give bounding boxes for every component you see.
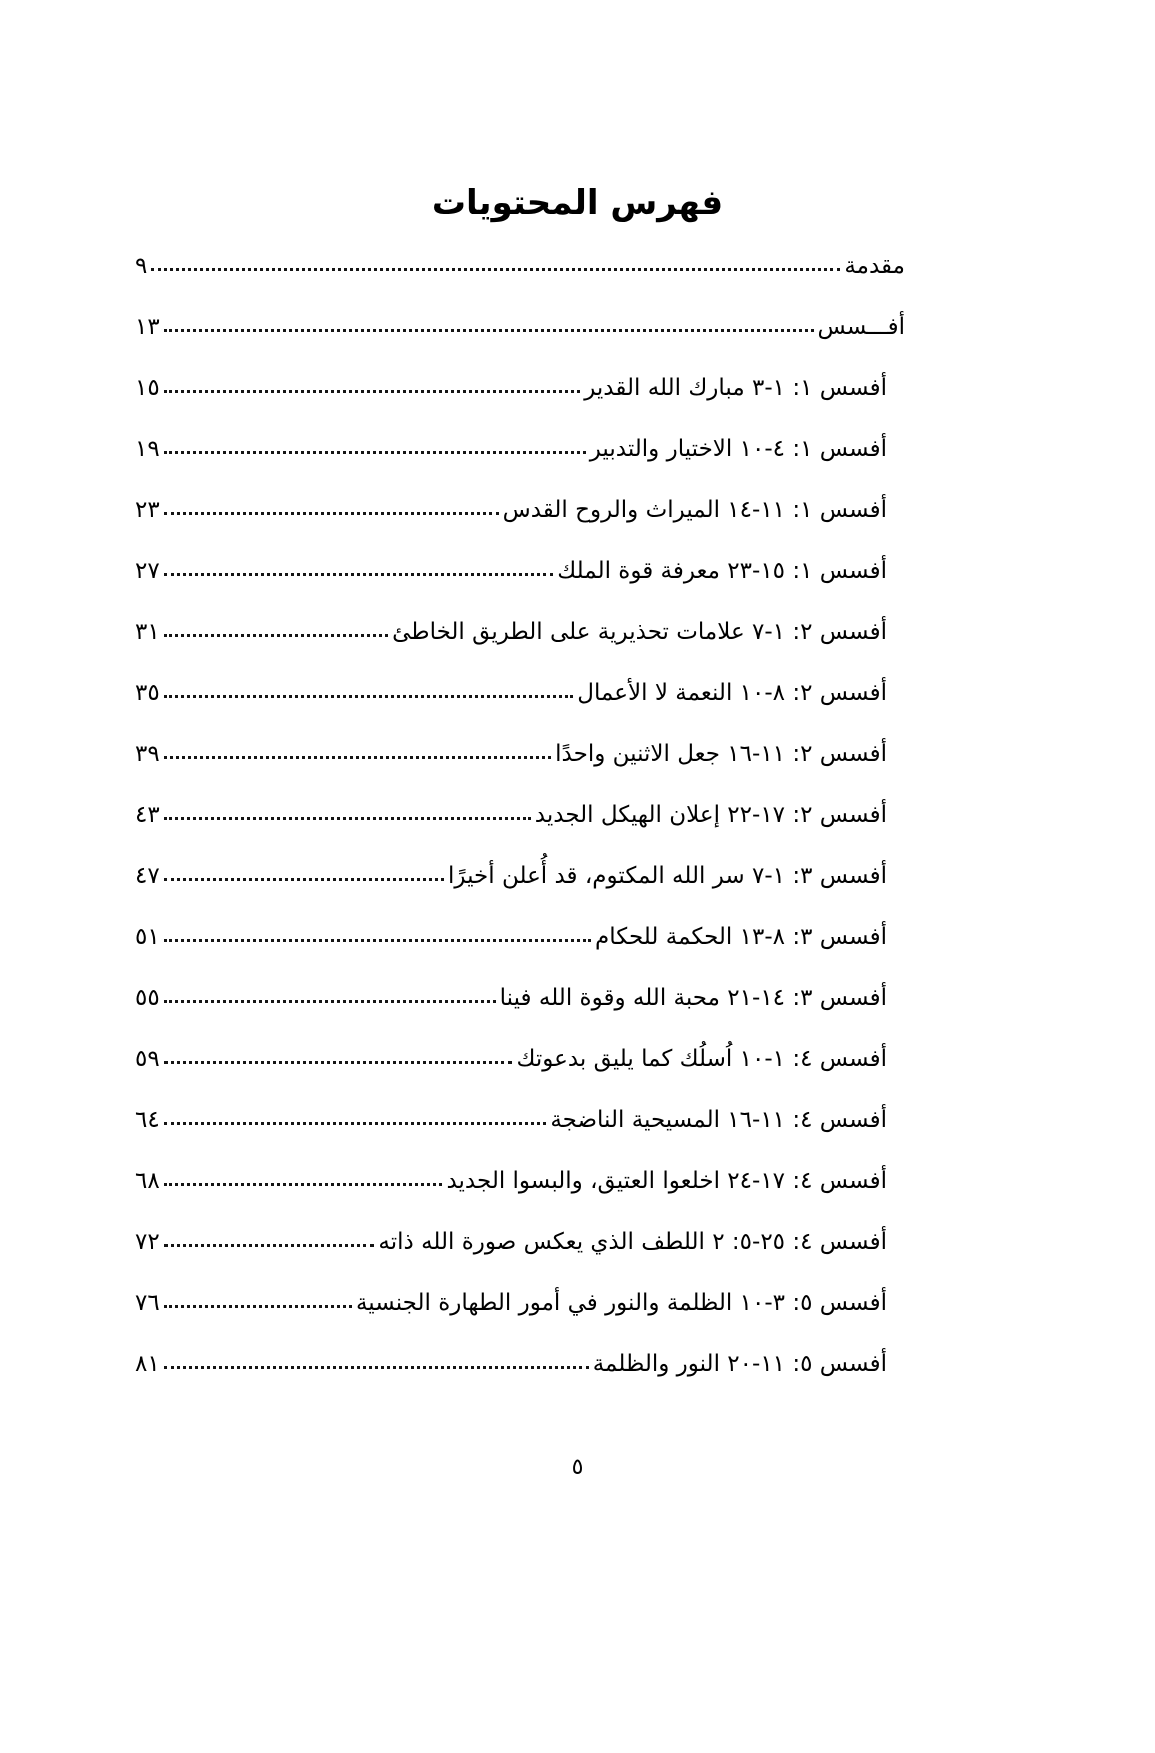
toc-leader-dots — [164, 1366, 589, 1369]
toc-leader-dots — [164, 1244, 375, 1247]
toc-leader-dots — [164, 756, 551, 759]
toc-entry — [135, 740, 905, 801]
toc-entry — [135, 496, 905, 557]
toc-entry — [135, 801, 905, 862]
toc-leader-dots — [164, 390, 580, 393]
toc-leader-dots — [164, 1000, 496, 1003]
toc-entry-page-number: ٥٥ — [135, 985, 160, 1011]
toc-entry — [135, 862, 905, 923]
toc-entry-page-number: ١٣ — [135, 314, 160, 340]
toc-leader-dots — [164, 1122, 547, 1125]
toc-entry-label: أفسس ٢: ٨-١٠ النعمة لا الأعمال — [577, 680, 887, 706]
toc-entry-page-number: ٦٨ — [135, 1168, 160, 1194]
toc-entry-label: أفسس ٥: ١١-٢٠ النور والظلمة — [592, 1351, 887, 1377]
toc-entry-page-number: ١٩ — [135, 436, 160, 462]
toc-entry-page-number: ٣٥ — [135, 680, 160, 706]
toc-entry-page-number: ٢٣ — [135, 497, 160, 523]
toc-entry-page-number: ٣١ — [135, 619, 160, 645]
toc-entry-label: أفسس ٢: ١٧-٢٢ إعلان الهيكل الجديد — [534, 802, 887, 828]
toc-entry-page-number: ٤٣ — [135, 802, 160, 828]
toc-entry-page-number: ١٥ — [135, 375, 160, 401]
toc-entry-label: أفسس ١: ١١-١٤ الميراث والروح القدس — [502, 497, 887, 523]
toc-entry-label: أفسس ٢: ١١-١٦ جعل الاثنين واحدًا — [555, 741, 887, 767]
toc-entry-page-number: ٦٤ — [135, 1107, 160, 1133]
toc-entry-label: أفسس ١: ١-٣ مبارك الله القدير — [584, 375, 887, 401]
toc-entry-page-number: ٤٧ — [135, 863, 160, 889]
toc-leader-dots — [164, 695, 574, 698]
toc-entry — [135, 374, 905, 435]
toc-entry — [135, 1167, 905, 1228]
toc-entry — [135, 435, 905, 496]
toc-entry-label: أفسس ١: ٤-١٠ الاختيار والتدبير — [589, 436, 887, 462]
toc-entry-label: أفسس ٤: ١-١٠ اُسلُك كما يليق بدعوتك — [516, 1046, 887, 1072]
toc-entry-page-number: ٥٩ — [135, 1046, 160, 1072]
toc-entry-label: أفسس ٢: ١-٧ علامات تحذيرية على الطريق الخاطئ — [392, 619, 887, 645]
toc-leader-dots — [164, 573, 554, 576]
toc-entry-label: أفسس ٥: ٣-١٠ الظلمة والنور في أمور الطهارة الجنسية — [355, 1290, 887, 1316]
toc-entry — [135, 252, 905, 313]
toc-leader-dots — [164, 512, 499, 515]
toc-leader-dots — [164, 939, 591, 942]
toc-entry-label: أفسس ٣: ١٤-٢١ محبة الله وقوة الله فينا — [499, 985, 887, 1011]
page-title: فهرس المحتويات — [431, 182, 724, 223]
toc-entry — [135, 923, 905, 984]
toc-entry-label: أفسس ٣: ١-٧ سر الله المكتوم، قد أُعلن أخيرًا — [448, 863, 887, 889]
toc-entry — [135, 557, 905, 618]
toc-entry-label: أفسس ١: ١٥-٢٣ معرفة قوة الملك — [557, 558, 887, 584]
toc-entry — [135, 1045, 905, 1106]
page-number-footer: ٥ — [571, 1455, 584, 1480]
toc-entry-page-number: ٥١ — [135, 924, 160, 950]
toc-entry-page-number: ٢٧ — [135, 558, 160, 584]
toc-entry-page-number: ٧٢ — [135, 1229, 160, 1255]
toc-leader-dots — [164, 329, 814, 332]
toc-entry — [135, 1106, 905, 1167]
toc-entry-label: أفسس ٣: ٨-١٣ الحكمة للحكام — [595, 924, 887, 950]
toc-leader-dots — [151, 268, 840, 271]
toc-entry-label: أفـــسس — [817, 314, 905, 340]
toc-entry-label: مقدمة — [844, 253, 905, 279]
toc-leader-dots — [164, 1061, 513, 1064]
toc-entry — [135, 679, 905, 740]
toc-leader-dots — [164, 1305, 352, 1308]
toc-leader-dots — [164, 1183, 443, 1186]
toc-entry — [135, 1350, 905, 1411]
toc-entry-page-number: ٣٩ — [135, 741, 160, 767]
toc-leader-dots — [164, 817, 531, 820]
toc-leader-dots — [164, 451, 586, 454]
toc-entry — [135, 313, 905, 374]
toc-entry — [135, 618, 905, 679]
toc-leader-dots — [164, 878, 444, 881]
toc-list — [135, 252, 905, 1411]
toc-leader-dots — [164, 634, 388, 637]
toc-entry — [135, 984, 905, 1045]
toc-entry — [135, 1228, 905, 1289]
toc-entry-page-number: ٩ — [135, 253, 148, 279]
toc-entry-label: أفسس ٤: ٢٥-٥: ٢ اللطف الذي يعكس صورة الله ذاته — [378, 1229, 887, 1255]
toc-entry-label: أفسس ٤: ١١-١٦ المسيحية الناضجة — [550, 1107, 887, 1133]
toc-entry-page-number: ٨١ — [135, 1351, 160, 1377]
toc-entry-label: أفسس ٤: ١٧-٢٤ اخلعوا العتيق، والبسوا الجديد — [446, 1168, 887, 1194]
toc-entry-page-number: ٧٦ — [135, 1290, 160, 1316]
toc-entry — [135, 1289, 905, 1350]
